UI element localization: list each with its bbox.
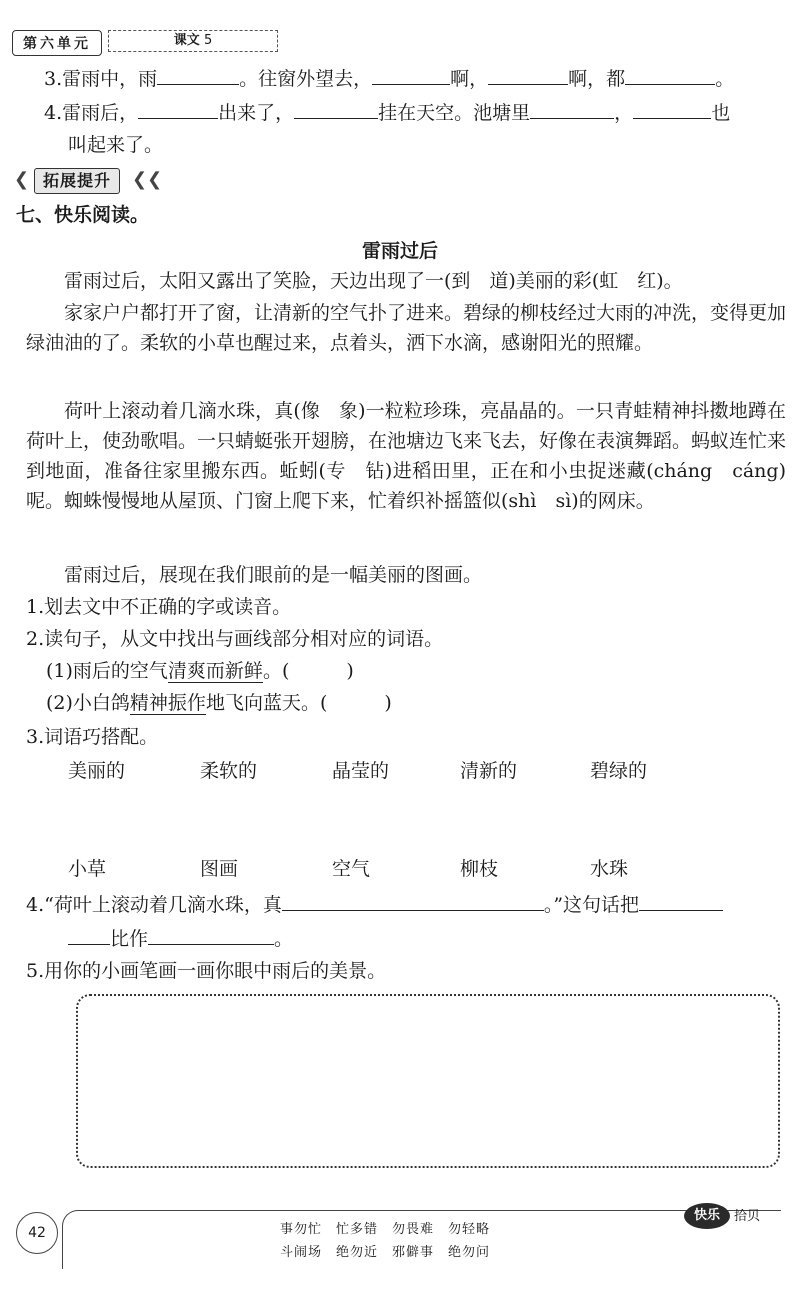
answer-blank[interactable]: [138, 96, 218, 119]
noun-word[interactable]: 小草: [68, 858, 107, 880]
fill-item-3-text-e: 。: [715, 68, 735, 90]
answer-blank[interactable]: [294, 96, 378, 119]
adjective-word[interactable]: 碧绿的: [590, 760, 648, 782]
fill-item-4-text-d: ，: [614, 102, 634, 124]
fill-item-4-text-b: 出来了，: [218, 102, 295, 124]
fill-item-3-text-c: 啊，: [450, 68, 489, 90]
question-4-continued: [68, 922, 293, 954]
drawing-area[interactable]: [76, 994, 780, 1168]
q2-1-prefix: (1)雨后的空气: [46, 660, 168, 682]
chevron-left-icon: ❮: [14, 169, 30, 190]
noun-word[interactable]: 柳枝: [460, 858, 499, 880]
question-4: [26, 888, 723, 920]
section-title: 七、快乐阅读。: [16, 204, 150, 226]
answer-blank[interactable]: [157, 62, 239, 85]
section-banner-label: 拓展提升: [34, 168, 120, 194]
question-3: 3.词语巧搭配。: [26, 726, 159, 748]
fill-item-3-text-a: 3.雷雨中，雨: [44, 68, 158, 90]
adjective-word[interactable]: 晶莹的: [332, 760, 390, 782]
q4-text-d: 。: [274, 928, 294, 950]
answer-blank[interactable]: [633, 96, 711, 119]
section-banner: [14, 168, 163, 194]
brand-logo-side-text: 拾贝: [734, 1209, 761, 1224]
answer-blank[interactable]: [68, 922, 110, 945]
fill-item-3: [44, 62, 734, 94]
answer-blank[interactable]: [639, 888, 723, 911]
fill-item-4-text-e: 也: [711, 102, 731, 124]
answer-blank[interactable]: [625, 62, 715, 85]
lesson-number: 5: [203, 33, 213, 48]
answer-blank[interactable]: [488, 62, 568, 85]
page-number: 42: [16, 1212, 58, 1254]
question-2-item-1: [46, 656, 354, 686]
answer-blank[interactable]: [530, 96, 614, 119]
q4-text-c: 比作: [110, 928, 149, 950]
article-paragraph-4: 雷雨过后，展现在我们眼前的是一幅美丽的图画。: [64, 564, 483, 586]
fill-item-3-text-d: 啊，都: [568, 68, 626, 90]
article-paragraph-2: 家家户户都打开了窗，让清新的空气扑了进来。碧绿的柳枝经过大雨的冲洗，变得更加绿油油的了。柔软的小草也醒过来，点着头，洒下水滴，感谢阳光的照耀。: [26, 302, 787, 354]
question-2: 2.读句子，从文中找出与画线部分相对应的词语。: [26, 628, 444, 650]
lesson-label: [108, 30, 278, 52]
underlined-phrase: 精神振作: [129, 692, 206, 714]
footer-motto-line-1: 事勿忙 忙多错 勿畏难 勿轻略: [279, 1222, 490, 1237]
noun-word[interactable]: 图画: [200, 858, 239, 880]
question-2-item-2: [46, 688, 392, 718]
q2-2-answer-bracket[interactable]: 地飞向蓝天。( ): [205, 692, 392, 714]
fill-item-4-text-c: 挂在天空。池塘里: [378, 102, 531, 124]
noun-word[interactable]: 水珠: [590, 858, 629, 880]
adjective-word[interactable]: 柔软的: [200, 760, 258, 782]
answer-blank[interactable]: [372, 62, 450, 85]
q2-1-answer-bracket[interactable]: 。( ): [262, 660, 354, 682]
q2-2-prefix: (2)小白鸽: [46, 692, 130, 714]
underlined-phrase: 清爽而新鲜: [167, 660, 263, 682]
article-paragraph-3: 荷叶上滚动着几滴水珠，真(像 象)一粒粒珍珠，亮晶晶的。一只青蛙精神抖擞地蹲在荷叶上，使劲歌唱。一只蜻蜓张开翅膀，在池塘边飞来飞去，好像在表演舞蹈。蚂蚁连忙来到地面，准备往家里搬东西。蚯蚓(专 钻)进稻田里，正在和小虫捉迷藏(cháng cáng)呢。蜘蛛慢慢地从屋顶、门窗上爬下来，忙着织补摇篮似(shì sì)的网床。: [26, 400, 787, 512]
adjective-word[interactable]: 清新的: [460, 760, 518, 782]
footer-motto-line-2: 斗闹场 绝勿近 邪僻事 绝勿问: [279, 1245, 490, 1260]
lesson-label-text: 课文: [173, 33, 200, 48]
fill-item-4: [44, 96, 730, 128]
answer-blank[interactable]: [282, 888, 544, 911]
question-1: 1.划去文中不正确的字或读音。: [26, 596, 292, 618]
brand-logo: 快乐: [684, 1203, 730, 1229]
article-title: 雷雨过后: [361, 240, 438, 262]
adjective-word[interactable]: 美丽的: [68, 760, 126, 782]
fill-item-4-continued: 叫起来了。: [68, 134, 164, 156]
q4-text-a: 4.“荷叶上滚动着几滴水珠，真: [26, 894, 282, 916]
article-paragraph-1: 雷雨过后，太阳又露出了笑脸，天边出现了一(到 道)美丽的彩(虹 红)。: [64, 270, 683, 292]
fill-item-4-text-a: 4.雷雨后，: [44, 102, 139, 124]
unit-badge: 第六单元: [12, 30, 102, 56]
fill-item-3-text-b: 。往窗外望去，: [239, 68, 373, 90]
question-5: 5.用你的小画笔画一画你眼中雨后的美景。: [26, 960, 387, 982]
q4-text-b: 。”这句话把: [543, 894, 640, 916]
answer-blank[interactable]: [148, 922, 274, 945]
chevron-left-double-icon: ❮❮: [132, 169, 163, 190]
noun-word[interactable]: 空气: [332, 858, 371, 880]
